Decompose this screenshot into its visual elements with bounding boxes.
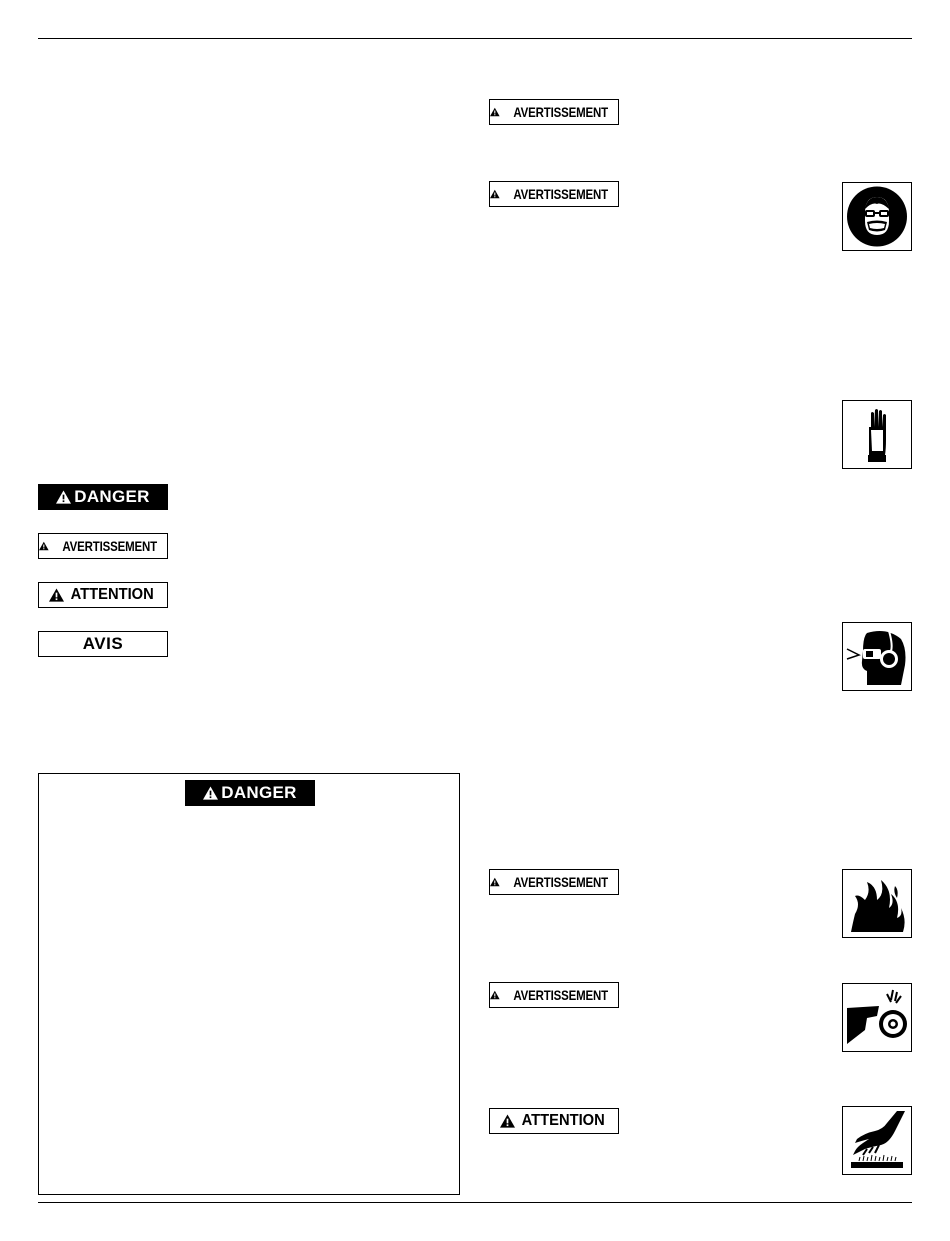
warning-label-3-text: AVERTISSEMENT xyxy=(513,874,608,890)
warning-triangle-icon xyxy=(203,786,218,800)
signal-caution-label xyxy=(38,582,168,608)
danger-box-header xyxy=(185,780,315,806)
glove-icon xyxy=(842,400,912,469)
warning-triangle-icon xyxy=(490,187,500,201)
footer-rule xyxy=(38,1202,912,1203)
warning-label-4-text: AVERTISSEMENT xyxy=(513,987,608,1003)
warning-label-4 xyxy=(489,982,619,1008)
rotating-wheel-hand-icon xyxy=(842,983,912,1052)
warning-label-3 xyxy=(489,869,619,895)
signal-notice-label xyxy=(38,631,168,657)
warning-label-1-text: AVERTISSEMENT xyxy=(513,104,608,120)
signal-notice-text: AVIS xyxy=(82,634,124,653)
warning-triangle-icon xyxy=(490,988,500,1002)
danger-box xyxy=(38,773,460,1195)
signal-danger-text: DANGER xyxy=(74,487,150,506)
warning-triangle-icon xyxy=(39,539,49,553)
fire-icon xyxy=(842,869,912,938)
warning-label-2 xyxy=(489,181,619,207)
signal-danger-label xyxy=(38,484,168,510)
warning-label-1 xyxy=(489,99,619,125)
caution-label-1 xyxy=(489,1108,619,1134)
eye-ear-protection-icon xyxy=(842,622,912,691)
warning-triangle-icon xyxy=(49,588,64,602)
signal-caution-text: ATTENTION xyxy=(70,586,154,603)
danger-box-header-text: DANGER xyxy=(221,783,297,802)
respirator-goggles-icon xyxy=(842,182,912,251)
header-rule xyxy=(38,38,912,39)
signal-warning-text: AVERTISSEMENT xyxy=(62,538,157,554)
warning-triangle-icon xyxy=(56,490,71,504)
warning-triangle-icon xyxy=(490,105,500,119)
warning-label-2-text: AVERTISSEMENT xyxy=(513,186,608,202)
signal-warning-label xyxy=(38,533,168,559)
warning-triangle-icon xyxy=(490,875,500,889)
hot-surface-icon xyxy=(842,1106,912,1175)
warning-triangle-icon xyxy=(500,1114,515,1128)
caution-label-1-text: ATTENTION xyxy=(521,1112,605,1129)
